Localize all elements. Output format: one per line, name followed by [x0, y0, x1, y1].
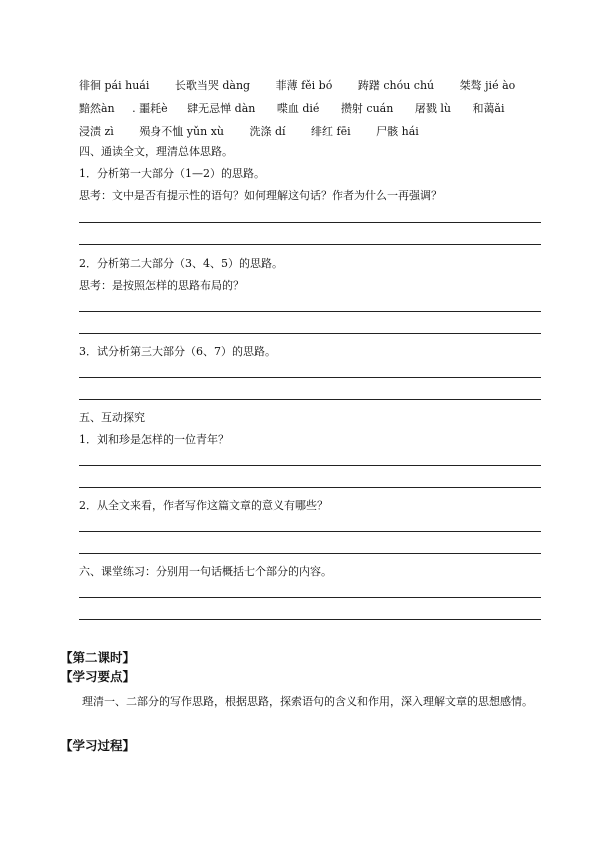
answer-line — [79, 222, 541, 223]
answer-line — [79, 465, 541, 466]
answer-line — [79, 244, 541, 245]
answer-line — [79, 619, 541, 620]
answer-line — [79, 377, 541, 378]
vocab-item: 踌躇 chóu chú — [357, 79, 435, 92]
vocab-item: 洗涤 dí — [249, 125, 286, 138]
section4-title: 四、通读全文，理清总体思路。 — [79, 145, 233, 158]
vocab-row-3 — [79, 124, 441, 140]
section6-title: 六、课堂练习：分别用一句话概括七个部分的内容。 — [79, 565, 332, 578]
answer-line — [79, 311, 541, 312]
vocab-item: 尸骸 hái — [376, 125, 419, 138]
vocab-item: 和蔼ǎi — [472, 102, 505, 115]
answer-line — [79, 553, 541, 554]
section5-question-2: 2．从全文来看，作者写作这篇文章的意义有哪些？ — [79, 499, 328, 512]
answer-line — [79, 597, 541, 598]
section4-question-3: 3．试分析第三大部分（6、7）的思路。 — [79, 345, 276, 358]
learning-points-text: 理清一、二部分的写作思路，根据思路，探索语句的含义和作用，深入理解文章的思想感情。 — [82, 695, 533, 708]
vocab-item: . 噩耗è — [132, 102, 168, 115]
vocab-item: 徘徊 pái huái — [79, 79, 150, 92]
section4-think-1: 思考：文中是否有提示性的语句？如何理解这句话？作者为什么一再强调？ — [79, 189, 442, 202]
section4-question-1: 1．分析第一大部分（1—2）的思路。 — [79, 167, 265, 180]
section4-think-2: 思考：是按照怎样的思路布局的？ — [79, 279, 244, 292]
vocab-item: 绯红 fēi — [311, 125, 351, 138]
vocab-row-2 — [79, 101, 505, 117]
vocab-item: 长歌当哭 dàng — [174, 79, 251, 92]
vocab-item: 肆无忌惮 dàn — [187, 102, 256, 115]
answer-line — [79, 399, 541, 400]
lesson2-title: 【第二课时】 — [60, 650, 136, 665]
vocab-item: 屠戮 lù — [414, 102, 451, 115]
section5-question-1: 1．刘和珍是怎样的一位青年？ — [79, 433, 229, 446]
learning-process-title: 【学习过程】 — [60, 738, 136, 753]
vocab-item: 浸渍 zì — [79, 125, 114, 138]
vocab-row-1 — [79, 78, 537, 94]
section4-question-2: 2．分析第二大部分（3、4、5）的思路。 — [79, 257, 283, 270]
vocab-item: 黯然àn — [79, 102, 115, 115]
vocab-item: 菲薄 fěi bó — [275, 79, 333, 92]
vocab-item: 喋血 dié — [276, 102, 320, 115]
vocab-item: 桀骜 jié ào — [459, 79, 516, 92]
section5-title: 五、互动探究 — [79, 411, 145, 424]
answer-line — [79, 333, 541, 334]
vocab-item: 殒身不恤 yǔn xù — [139, 125, 224, 138]
learning-points-title: 【学习要点】 — [60, 669, 136, 684]
vocab-item: 攒射 cuán — [340, 102, 394, 115]
answer-line — [79, 487, 541, 488]
answer-line — [79, 531, 541, 532]
